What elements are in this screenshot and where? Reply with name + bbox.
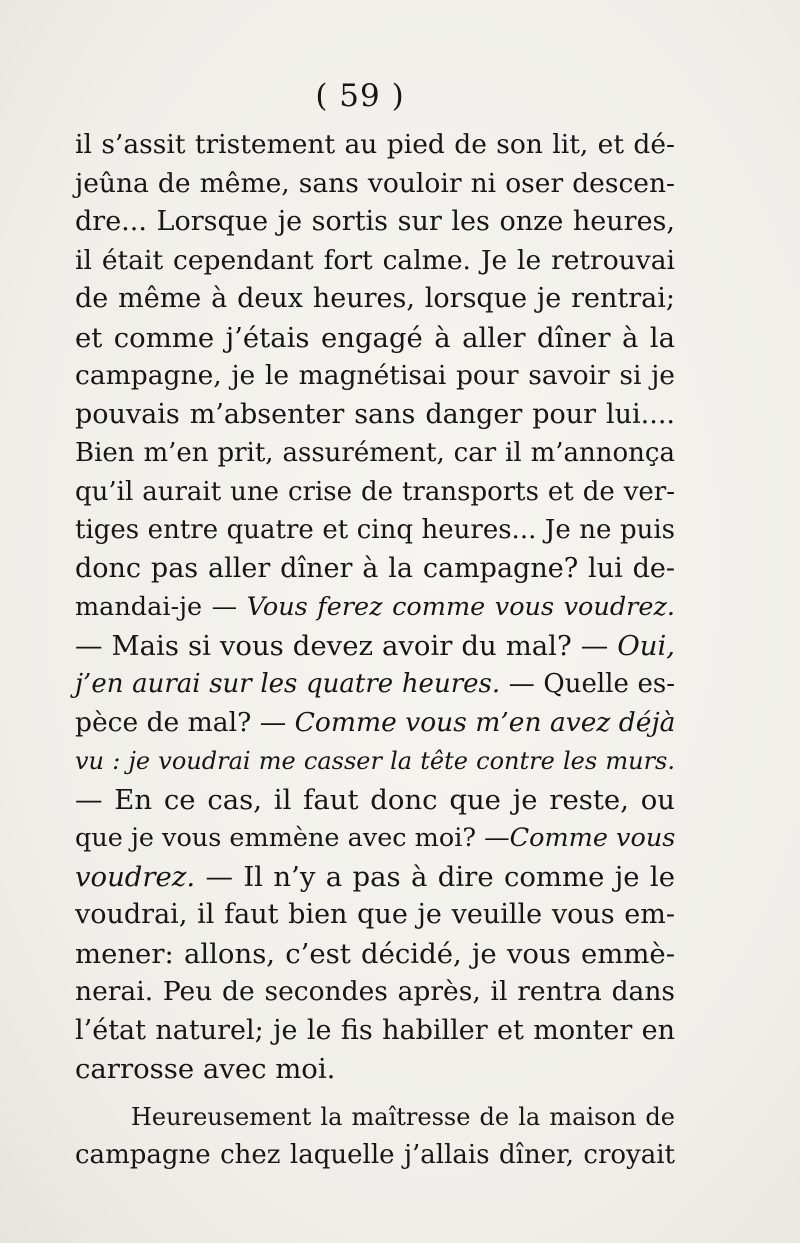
text-segment: carrosse avec moi. <box>75 1053 336 1085</box>
text-segment: et comme j’étais engagé à aller dîner à la <box>75 321 675 354</box>
italic-text-segment: Comme vous <box>509 823 676 853</box>
text-line <box>75 1098 675 1137</box>
text-line <box>75 434 675 473</box>
text-segment: de même à deux heures, lorsque je rentrai; <box>75 283 675 314</box>
text-line <box>75 1012 675 1051</box>
text-segment: Heureusement la maîtresse de la maison de <box>131 1102 675 1131</box>
text-segment: pèce de mal? — <box>75 706 295 738</box>
text-segment: l’état naturel; je le fis habiller et monter en <box>75 1014 675 1046</box>
text-segment: — En ce cas, il faut donc que je reste, ou <box>75 783 675 816</box>
text-segment: campagne chez laquelle j’allais dîner, croyait <box>75 1140 675 1170</box>
italic-text-segment: j’en aurai sur les quatre heures. <box>75 669 501 699</box>
text-line <box>75 126 675 165</box>
page-number: ( 59 ) <box>315 78 405 114</box>
text-segment: — Il n’y a pas à dire comme je le <box>195 860 675 893</box>
text-line <box>75 781 675 820</box>
text-segment: — Quelle es- <box>500 669 675 699</box>
text-segment: il était cependant fort calme. Je le retrouvai <box>75 244 675 276</box>
text-segment: Bien m’en prit, assurément, car il m’annonça <box>75 438 675 468</box>
text-line <box>75 550 675 589</box>
italic-text-segment: vu : je voudrai me casser la tête contre les murs. <box>75 747 675 775</box>
italic-text-segment: Vous ferez comme vous voudrez. <box>246 592 675 622</box>
text-line <box>75 1050 675 1089</box>
text-line <box>75 665 675 704</box>
text-line <box>75 858 675 897</box>
text-segment: tiges entre quatre et cinq heures... Je ne puis <box>75 515 675 545</box>
text-line <box>75 819 675 858</box>
text-line <box>75 280 675 319</box>
italic-text-segment: Oui, <box>617 629 675 662</box>
text-segment: campagne, je le magnétisai pour savoir si je <box>75 360 675 391</box>
text-line <box>75 511 675 550</box>
text-line <box>75 319 675 358</box>
text-line <box>75 1136 675 1175</box>
text-segment: pouvais m’absenter sans danger pour lui.... <box>75 398 675 430</box>
text-segment: mener: allons, c’est décidé, je vous emmè- <box>75 937 675 970</box>
text-segment: dre... Lorsque je sortis sur les onze heures, <box>75 206 675 237</box>
text-line <box>75 704 675 743</box>
italic-text-segment: Comme vous m’en avez déjà <box>294 706 676 738</box>
text-line <box>75 896 675 935</box>
text-line <box>75 473 675 512</box>
text-segment: donc pas aller dîner à la campagne? lui de- <box>75 552 675 584</box>
text-line <box>75 357 675 396</box>
text-segment: que je vous emmène avec moi? — <box>75 823 510 853</box>
body-text <box>75 126 675 1175</box>
text-line <box>75 203 675 242</box>
text-line <box>75 742 675 781</box>
text-line <box>75 973 675 1012</box>
text-segment: voudrai, il faut bien que je veuille vous em- <box>75 899 675 930</box>
text-segment: qu’il aurait une crise de transports et de ver- <box>75 476 675 507</box>
text-line <box>75 165 675 204</box>
text-segment: il s’assit tristement au pied de son lit, et dé- <box>75 129 675 160</box>
text-line <box>75 627 675 666</box>
text-segment: — Mais si vous devez avoir du mal? — <box>75 629 618 662</box>
text-segment: nerai. Peu de secondes après, il rentra dans <box>75 976 675 1007</box>
text-segment: mandai-je — <box>75 592 247 622</box>
text-line <box>75 396 675 435</box>
text-line <box>75 935 675 974</box>
italic-text-segment: voudrez. <box>75 860 196 893</box>
text-line <box>75 242 675 281</box>
text-line <box>75 588 675 627</box>
text-segment: jeûna de même, sans vouloir ni oser descen- <box>75 167 675 199</box>
